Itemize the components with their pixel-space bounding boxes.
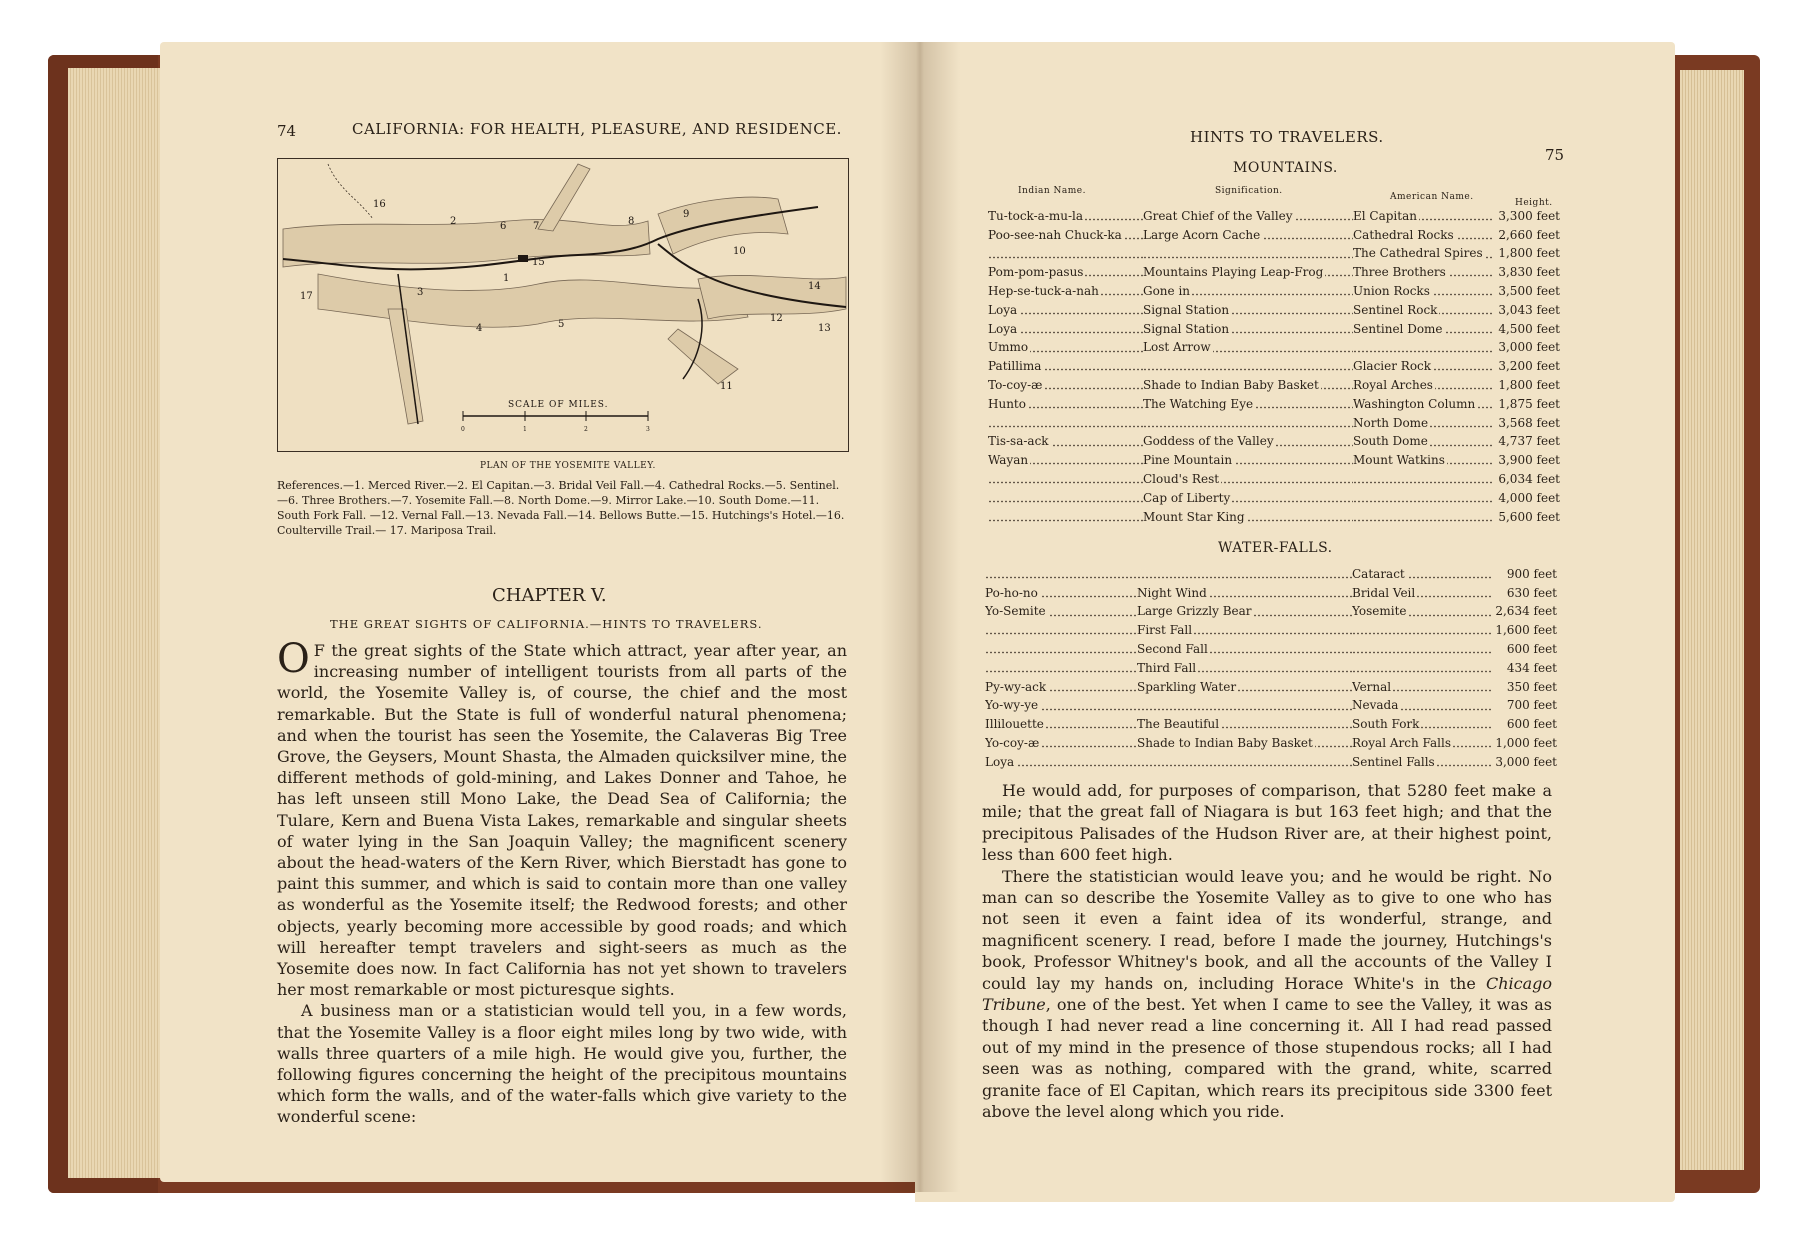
table-row [985, 713, 1557, 732]
right-running-head: HINTS TO TRAVELERS. [1190, 128, 1384, 146]
signification-cell: Cloud's Rest [1143, 468, 1353, 487]
height-cell: 3,000 feet [1498, 340, 1560, 355]
map-label: 7 [533, 221, 540, 232]
table-row [985, 751, 1557, 770]
map-label: 2 [450, 216, 457, 227]
table-row [988, 431, 1560, 450]
indian-name-cell: Py-wy-ack [985, 676, 1137, 695]
table-row [988, 374, 1560, 393]
paragraph [982, 866, 1552, 1123]
signification-cell: Cap of Liberty [1143, 487, 1353, 506]
right-body-text [982, 780, 1552, 1123]
height-cell: 630 feet [1506, 585, 1557, 600]
indian-name-cell: Pom-pom-pasus [988, 261, 1143, 280]
indian-name-cell [985, 657, 1137, 676]
map-label: 16 [373, 199, 386, 210]
scale-tick-label: 2 [584, 426, 588, 433]
signification-cell: Pine Mountain [1143, 449, 1353, 468]
header-height: Height. [1515, 198, 1553, 208]
table-row [988, 261, 1560, 280]
coulterville-trail-line [328, 164, 373, 219]
indian-name-cell: Illilouette [985, 713, 1137, 732]
drop-cap: O [277, 636, 310, 682]
signification-cell: Mount Star King [1143, 506, 1353, 525]
table-row [988, 299, 1560, 318]
table-row [985, 695, 1557, 714]
height-cell: 6,034 feet [1498, 471, 1560, 486]
indian-name-cell: Tis-sa-ack [988, 431, 1143, 450]
signification-cell: Shade to Indian Baby Basket [1143, 374, 1353, 393]
south-wall [318, 274, 748, 327]
map-label: 14 [808, 281, 821, 292]
hotel-marker [518, 255, 528, 262]
signification-cell: Signal Station [1143, 299, 1353, 318]
height-cell: 4,737 feet [1498, 434, 1560, 449]
map-label: 11 [720, 381, 733, 392]
height-cell: 350 feet [1506, 679, 1557, 694]
table-row [985, 619, 1557, 638]
tenaya-wall [658, 197, 788, 254]
table-row [985, 676, 1557, 695]
height-cell: 4,500 feet [1498, 321, 1560, 336]
signification-cell: Goddess of the Valley [1143, 431, 1353, 450]
height-cell: 2,660 feet [1498, 227, 1560, 242]
paragraph: He would add, for purposes of comparison, that 5280 feet make a mile; that the great fall of Niagara is but 163 feet high; and that the precipitous Palisades of the Hudson River are, at their highest point, less than 600 feet high. [982, 781, 1552, 865]
height-cell: 434 feet [1506, 660, 1557, 675]
map-label: 1 [503, 273, 510, 284]
signification-cell: Third Fall [1137, 657, 1352, 676]
left-page-number: 74 [277, 122, 297, 140]
signification-cell [1143, 355, 1353, 374]
height-cell: 3,000 feet [1495, 754, 1557, 769]
indian-name-cell [988, 468, 1143, 487]
height-cell: 2,634 feet [1495, 604, 1557, 619]
american-name-cell: El Capitan [1353, 205, 1493, 224]
indian-name-cell: Hep-se-tuck-a-nah [988, 280, 1143, 299]
chapter-heading: CHAPTER V. [492, 585, 607, 606]
map-label: 3 [417, 287, 424, 298]
height-cell: 1,800 feet [1498, 377, 1560, 392]
american-name-cell: Cataract [1352, 563, 1492, 582]
scale-label: SCALE OF MILES. [508, 400, 609, 410]
height-cell: 4,000 feet [1498, 490, 1560, 505]
american-name-cell: Union Rocks [1353, 280, 1493, 299]
signification-cell: Great Chief of the Valley [1143, 205, 1353, 224]
table-row [985, 582, 1557, 601]
table-row [988, 506, 1560, 525]
american-name-cell: Nevada [1352, 695, 1492, 714]
map-label: 15 [532, 257, 545, 268]
signification-cell: Lost Arrow [1143, 337, 1353, 356]
scale-tick-label: 3 [646, 426, 650, 433]
indian-name-cell: Loya [988, 299, 1143, 318]
table-row [988, 468, 1560, 487]
signification-cell [1137, 695, 1352, 714]
signification-cell: The Beautiful [1137, 713, 1352, 732]
american-name-cell: South Fork [1352, 713, 1492, 732]
american-name-cell: Vernal [1352, 676, 1492, 695]
yosemite-map [277, 158, 849, 452]
map-label: 17 [300, 291, 313, 302]
indian-name-cell: To-coy-æ [988, 374, 1143, 393]
table-row [985, 601, 1557, 620]
indian-name-cell [985, 638, 1137, 657]
column-headers [985, 186, 1585, 206]
american-name-cell: Glacier Rock [1353, 355, 1493, 374]
american-name-cell [1353, 487, 1493, 506]
right-page-number: 75 [1545, 146, 1565, 164]
american-name-cell: Royal Arches [1353, 374, 1493, 393]
indian-name-cell: Yo-wy-ye [985, 695, 1137, 714]
signification-cell: Mountains Playing Leap-Frog [1143, 261, 1353, 280]
height-cell: 3,500 feet [1498, 283, 1560, 298]
map-label: 8 [628, 216, 635, 227]
signification-cell: Night Wind [1137, 582, 1352, 601]
map-label: 6 [500, 221, 507, 232]
indian-name-cell: Hunto [988, 393, 1143, 412]
american-name-cell: Sentinel Dome [1353, 318, 1493, 337]
signification-cell: Shade to Indian Baby Basket [1137, 732, 1352, 751]
yosemite-map-drawing [278, 159, 848, 451]
indian-name-cell [988, 506, 1143, 525]
chapter-subtitle: THE GREAT SIGHTS OF CALIFORNIA.—HINTS TO TRAVELERS. [330, 617, 763, 631]
indian-name-cell: Po-ho-no [985, 582, 1137, 601]
indian-name-cell [988, 487, 1143, 506]
indian-name-cell [985, 563, 1137, 582]
signification-cell [1143, 412, 1353, 431]
left-body-text [277, 636, 847, 1128]
height-cell: 1,000 feet [1495, 735, 1557, 750]
book-gutter [880, 42, 960, 1192]
indian-name-cell: Yo-Semite [985, 601, 1137, 620]
map-label: 4 [476, 323, 483, 334]
indian-name-cell: Tu-tock-a-mu-la [988, 205, 1143, 224]
american-name-cell: Royal Arch Falls [1352, 732, 1492, 751]
italic-title: Chicago Tribune [982, 973, 1552, 1015]
signification-cell [1137, 751, 1352, 770]
waterfalls-title: WATER-FALLS. [1218, 540, 1333, 556]
signification-cell: Sparkling Water [1137, 676, 1352, 695]
height-cell: 1,600 feet [1495, 623, 1557, 638]
height-cell: 3,043 feet [1498, 302, 1560, 317]
signification-cell: Gone in [1143, 280, 1353, 299]
map-label: 12 [770, 313, 783, 324]
mountains-table [988, 205, 1560, 525]
signification-cell [1143, 243, 1353, 262]
map-label: 5 [558, 319, 565, 330]
table-row [988, 487, 1560, 506]
height-cell: 3,900 feet [1498, 453, 1560, 468]
scale-tick-label: 1 [523, 426, 527, 433]
american-name-cell [1353, 506, 1493, 525]
height-cell: 700 feet [1506, 698, 1557, 713]
indian-name-cell: Wayan [988, 449, 1143, 468]
american-name-cell: Sentinel Rock [1353, 299, 1493, 318]
mountains-title: MOUNTAINS. [1233, 160, 1338, 176]
scale-tick-label: 0 [461, 426, 465, 433]
height-cell: 1,875 feet [1498, 396, 1560, 411]
american-name-cell: Washington Column [1353, 393, 1493, 412]
map-label: 9 [683, 209, 690, 220]
height-cell: 5,600 feet [1498, 509, 1560, 524]
american-name-cell: Sentinel Falls [1352, 751, 1492, 770]
american-name-cell: South Dome [1353, 431, 1493, 450]
map-caption: PLAN OF THE YOSEMITE VALLEY. [480, 461, 656, 471]
paragraph-text: There the statistician would leave you; and he would be right. No man can so describe the Yosemite Valley as to give to one who has not seen it even a faint idea of its wonderful, strange, and magnificent scenery. I read, before I made the journey, Hutchings's book, Professor Whitney's book, and all the accounts of the Valley I could lay my hands on, including Horace White's in the [982, 866, 1552, 993]
height-cell: 600 feet [1506, 641, 1557, 656]
north-wall [283, 219, 650, 267]
header-signification: Signification. [1215, 186, 1283, 196]
height-cell: 3,568 feet [1498, 415, 1560, 430]
american-name-cell: North Dome [1353, 412, 1493, 431]
american-name-cell [1353, 468, 1493, 487]
table-row [988, 280, 1560, 299]
signification-cell: First Fall [1137, 619, 1352, 638]
table-row [988, 355, 1560, 374]
header-indian-name: Indian Name. [1018, 186, 1086, 196]
height-cell: 3,300 feet [1498, 208, 1560, 223]
south-fork-wall [668, 329, 738, 384]
table-row [988, 449, 1560, 468]
american-name-cell: Bridal Veil [1352, 582, 1492, 601]
american-name-cell [1352, 619, 1492, 638]
indian-name-cell [988, 243, 1143, 262]
map-references: References.—1. Merced River.—2. El Capitan.—3. Bridal Veil Fall.—4. Cathedral Rocks.—5. Sentinel.—6. Three Brothers.—7. Yosemite Fall.—8. North Dome.—9. Mirror Lake.—10. South Dome.—11. South Fork Fall. —12. Vernal Fall.—13. Nevada Fall.—14. Bellows Butte.—15. Hutchings's Hotel.—16. Coulterville Trail.— 17. Mariposa Trail. [277, 479, 845, 537]
table-row [988, 393, 1560, 412]
signification-cell [1137, 563, 1352, 582]
map-label: 13 [818, 323, 831, 334]
page-edges-right [1680, 70, 1744, 1170]
american-name-cell: Yosemite [1352, 601, 1492, 620]
paragraph-text: F the great sights of the State which attract, year after year, an increasing number of intelligent tourists from all parts of the world, the Yosemite Valley is, of course, the chief and the most remarkable. But the State is full of wonderful natural phenomena; and when the tourist has seen the Yosemite, the Calaveras Big Tree Grove, the Geysers, Mount Shasta, the Almaden quicksilver mine, the different methods of gold-mining, and Lakes Donner and Tahoe, he has left unseen still Mono Lake, the Dead Sea of California; the Tulare, Kern and Buena Vista Lakes, remarkable and singular sheets of water lying in the San Joaquin Valley; the magnificent scenery about the head-waters of the Kern River, which Bierstadt has gone to paint this summer, and which is said to contain more than one valley as wonderful as the Yosemite itself; the Redwood forests; and other objects, yearly becoming more accessible by good roads; and which will hereafter tempt travelers and sight-seers as much as the Yosemite does now. In fact California has not yet shown to travelers her most remarkable or most picturesque sights. [277, 641, 847, 1000]
indian-name-cell: Loya [985, 751, 1137, 770]
table-row [985, 563, 1557, 582]
height-cell: 3,830 feet [1498, 265, 1560, 280]
signification-cell: Large Acorn Cache [1143, 224, 1353, 243]
paragraph: A business man or a statistician would tell you, in a few words, that the Yosemite Valley is a floor eight miles long by two wide, with walls three quarters of a mile high. He would give you, further, the following figures concerning the height of the precipitous mountains which form the walls, and of the water-falls which give variety to the wonderful scene: [277, 1001, 847, 1127]
signification-cell: Large Grizzly Bear [1137, 601, 1352, 620]
table-row [988, 337, 1560, 356]
table-row [988, 412, 1560, 431]
signification-cell: Second Fall [1137, 638, 1352, 657]
table-row [985, 638, 1557, 657]
indian-name-cell: Ummo [988, 337, 1143, 356]
table-row [988, 243, 1560, 262]
indian-name-cell: Loya [988, 318, 1143, 337]
header-american-name: American Name. [1390, 192, 1474, 202]
american-name-cell [1353, 337, 1493, 356]
height-cell: 3,200 feet [1498, 359, 1560, 374]
american-name-cell: Mount Watkins [1353, 449, 1493, 468]
signification-cell: Signal Station [1143, 318, 1353, 337]
american-name-cell: Three Brothers [1353, 261, 1493, 280]
american-name-cell: The Cathedral Spires [1353, 243, 1493, 262]
american-name-cell: Cathedral Rocks [1353, 224, 1493, 243]
height-cell: 900 feet [1506, 566, 1557, 581]
table-row [985, 732, 1557, 751]
indian-name-cell [985, 619, 1137, 638]
indian-name-cell: Poo-see-nah Chuck-ka [988, 224, 1143, 243]
signification-cell: The Watching Eye [1143, 393, 1353, 412]
page-edges-left [68, 68, 168, 1178]
indian-name-cell: Yo-coy-æ [985, 732, 1137, 751]
height-cell: 1,800 feet [1498, 246, 1560, 261]
left-running-head: CALIFORNIA: FOR HEALTH, PLEASURE, AND RESIDENCE. [352, 120, 842, 138]
table-row [985, 657, 1557, 676]
american-name-cell [1352, 638, 1492, 657]
american-name-cell [1352, 657, 1492, 676]
indian-name-cell [988, 412, 1143, 431]
paragraph-text: , one of the best. Yet when I came to see the Valley, it was as though I had never read a line concerning it. All I had read passed out of my mind in the presence of those stupendous rocks; all I had seen was as nothing, compared with the grand, white, scarred granite face of El Capitan, which rears its precipitous side 3300 feet above the level along which you ride. [982, 995, 1552, 1122]
height-cell: 600 feet [1506, 717, 1557, 732]
table-row [988, 224, 1560, 243]
paragraph [277, 636, 847, 1000]
waterfalls-table [985, 563, 1557, 770]
indian-name-cell: Patillima [988, 355, 1143, 374]
table-row [988, 205, 1560, 224]
table-row [988, 318, 1560, 337]
map-label: 10 [733, 246, 746, 257]
